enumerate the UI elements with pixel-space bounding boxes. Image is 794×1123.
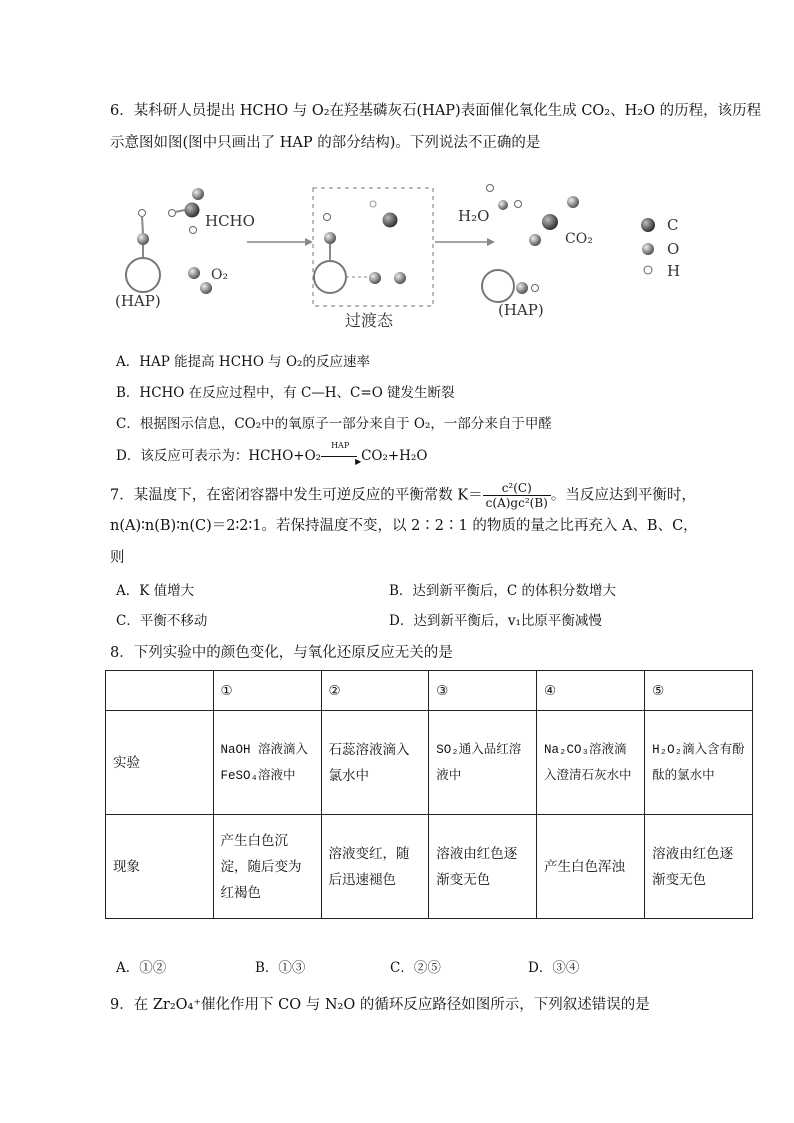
q6-reaction-diagram [105,180,705,335]
q7-option-c: C．平衡不移动 [116,613,208,629]
q6-option-b: B．HCHO 在反应过程中，有 C—H、C=O 键发生断裂 [116,385,455,401]
co2-molecule [529,196,593,247]
q6-option-d-prefix: D．该反应可表示为：HCHO+O₂ [116,448,322,464]
table-header-row [106,671,753,711]
legend-o: O [667,240,680,258]
q9-stem: 9．在 Zr₂O₄⁺催化作用下 CO 与 N₂O 的循环反应路径如图所示，下列叙述错误的是 [110,997,650,1013]
hcho-label: HCHO [205,212,255,230]
table-cell: 石蕊溶液滴入氯水中 [321,711,429,815]
q7-stem-suffix: 。当反应达到平衡时， [550,487,696,504]
reaction-arrow: HAP ▶ [321,450,361,464]
q7-stem-line2: n(A)∶n(B)∶n(C)＝2∶2∶1。若保持温度不变，以 2∶2∶1 的物质的量之比再充入 A、B、C， [110,518,698,534]
transition-label: 过渡态 [345,311,394,330]
k-fraction [483,481,551,510]
hap-left [115,210,161,311]
h2o-molecule [458,185,522,226]
hap-left-label: (HAP) [115,292,161,310]
row-label-phenomenon: 现象 [106,815,214,919]
table-row-phenomenon [106,815,753,919]
table-header-cell: ② [321,671,429,711]
table-cell: SO₂通入品红溶液中 [429,711,537,815]
q8-option-b: B．①③ [255,960,306,976]
h2o-label: H₂O [458,207,490,225]
q7-option-d: D．达到新平衡后，v₁比原平衡减慢 [389,613,602,629]
q7-stem-line3: 则 [110,550,125,566]
hap-right-label: (HAP) [498,301,544,319]
q6-option-d [116,440,428,466]
table-cell: 溶液由红色逐渐变无色 [645,815,753,919]
table-header-cell: ⑤ [645,671,753,711]
table-header-cell: ① [213,671,321,711]
q8-option-a: A．①② [116,960,167,976]
q6-option-c: C．根据图示信息，CO₂中的氧原子一部分来自于 O₂，一部分来自于甲醛 [116,416,552,432]
table-header-cell [106,671,214,711]
k-fraction-denominator: c(A)gc²(B) [485,496,548,510]
table-cell: NaOH 溶液滴入 FeSO₄溶液中 [213,711,321,815]
atom-legend [641,216,680,280]
q6-stem-line2: 示意图如图(图中只画出了 HAP 的部分结构)。下列说法不正确的是 [110,135,541,151]
hcho-molecule [169,188,255,234]
q6-stem-line1: 6．某科研人员提出 HCHO 与 O₂在羟基磷灰石(HAP)表面催化氧化生成 CO₂、H₂O 的历程，该历程 [110,103,762,119]
q7-stem-line1 [110,481,696,510]
q6-option-d-suffix: CO₂+H₂O [361,448,428,464]
row-label-experiment: 实验 [106,711,214,815]
transition-state [313,188,433,330]
q8-option-d: D．③④ [528,960,580,976]
o2-label: O₂ [211,267,229,283]
legend-c: C [667,216,679,234]
o2-molecule [188,267,228,294]
q6-option-a: A．HAP 能提高 HCHO 与 O₂的反应速率 [116,354,370,370]
q7-option-a: A．K 值增大 [116,583,195,599]
q7-option-b: B．达到新平衡后，C 的体积分数增大 [389,583,617,599]
table-header-cell: ④ [537,671,645,711]
table-row-experiment [106,711,753,815]
table-header-cell: ③ [429,671,537,711]
q7-stem-prefix: 7．某温度下，在密闭容器中发生可逆反应的平衡常数 K＝ [110,487,483,504]
q8-option-c: C．②⑤ [390,960,441,976]
table-cell: 溶液变红，随后迅速褪色 [321,815,429,919]
co2-label: CO₂ [565,231,593,247]
k-fraction-numerator: c²(C) [483,481,551,496]
q8-stem: 8．下列实验中的颜色变化，与氧化还原反应无关的是 [110,645,453,661]
table-cell: 产生白色沉淀，随后变为红褐色 [213,815,321,919]
hap-right [482,270,544,319]
reaction-arrow-catalyst: HAP [331,440,350,450]
legend-h: H [667,262,681,280]
table-cell: Na₂CO₃溶液滴入澄清石灰水中 [537,711,645,815]
q8-table [105,670,753,919]
table-cell: 溶液由红色逐渐变无色 [429,815,537,919]
table-cell: H₂O₂滴入含有酚酞的氯水中 [645,711,753,815]
table-cell: 产生白色浑浊 [537,815,645,919]
